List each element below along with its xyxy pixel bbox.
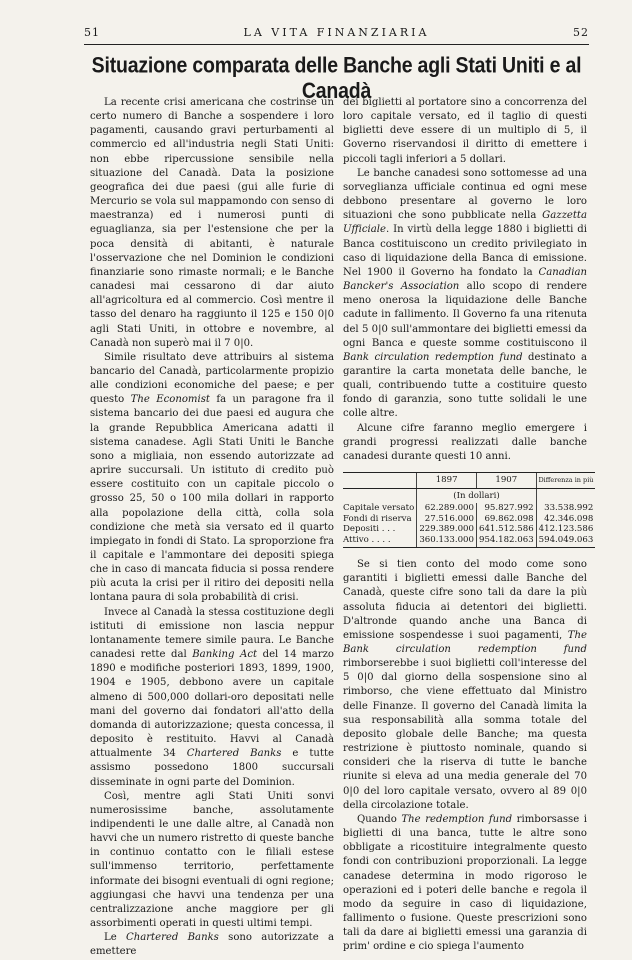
table-row: Capitale versato 62.289.000 95.827.992 33.538.992 — [343, 503, 594, 514]
running-header — [84, 26, 589, 42]
paragraph: Le Chartered Banks sono autorizzate a emettere — [90, 932, 334, 958]
paragraph: Simile risultato deve attribuirs al sistema bancario del Canadà, particolarmente propizio alle condizioni economiche del paese; e per questo The Economist fa un paragone fra il sistema bancario dei due paesi ed augura che la grande Repubblica Americana adatti il sistema canadese. Agli Stati Uniti le Banche sono a migliaia, non essendo autorizzate ad aprire succursali. Un istituto di credito può essere costituito con un capitale piccolo o grosso 25, 50 o 100 mila dollari in rapporto alla popolazione della città, colla sola condizione che metà sia versato ed il quarto impiegato in fondi di Stato. La sproporzione fra il capitale e l'ammontare dei depositi spiega che in caso di mancata fiducia si possa rendere più acuta la crisi per il ritiro dei depositi nella lontana paura di sola probabilità di crisi. — [90, 351, 334, 604]
article-title: Situazione comparata delle Banche agli Stati Uniti e al Canadà — [91, 53, 582, 104]
header-difference: Differenza in più — [536, 473, 595, 489]
paragraph: Alcune cifre faranno meglio emergere i grandi progressi realizzati dalle banche canadesi durante questi 10 anni. — [343, 422, 587, 462]
table-row: Fondi di riserva 27.516.000 69.862.098 42.346.098 — [343, 513, 594, 524]
paragraph: Invece al Canadà la stessa costituzione degli istituti di emissione non lascia neppur lontanamente temere simile paura. Le Banche canadesi rette dal Banking Act del 14 marzo 1890 e modifiche posteriori 1893, 1899, 1900, 1904 e 1905, debbono avere un capitale almeno di 500,000 dollari-oro depositati nelle mani del governo dai fondatori all'atto della domanda di autorizzazione; questa concessa, il deposito è restituito. Havvi al Canadà attualmente 34 Chartered Banks e tutte assismo possedono 1800 succursali disseminate in ogni parte del Dominion. — [90, 606, 335, 788]
running-title: LA VITA FINANZIARIA — [243, 26, 430, 39]
paragraph: Quando The redemption fund rimborsasse i biglietti di una banca, tutte le altre sono obbligate a ricostituire integralmente questo fondi con contribuzioni proporzionali. La legge canadese determina in modo rigoroso le operazioni ed i poteri delle banche e regola il modo da seguire in caso di liquidazione, fallimento o fusione. Queste prescrizioni sono tali da dare ai biglietti emessi una garanzia di prim' ordine e cio spiega l'aumento — [343, 813, 588, 953]
header-1897: 1897 — [417, 473, 477, 489]
left-column — [90, 96, 334, 960]
table-row: Depositi . . . 229.389.000 641.512.586 412.123.586 — [343, 524, 594, 535]
statistics-table — [343, 472, 595, 548]
page-number-left: 51 — [84, 26, 100, 39]
header-1907: 1907 — [476, 473, 536, 489]
page-number-right: 52 — [573, 26, 589, 39]
paragraph: Se si tien conto del modo come sono garantiti i biglietti emessi dalle Banche del Canadà, queste cifre sono tali da dare la più assoluta fiducia ai detentori dei biglietti. D'altronde quando anche una Banca di emissione sospendesse i suoi pagamenti, The Bank circulation redemption fund rimborserebbe i suoi biglietti coll'interesse del 5 0|0 dal giorno della sospensione sino al rimborso, che viene effettuato dal Ministro delle Finanze. Il governo del Canadà limita la sua responsabilità alla somma totale del deposito globale delle Banche; ma questa restrizione è piuttosto nominale, quando si consideri che la riserva di tutte le banche riunite si eleva ad una media generale del 70 0|0 del loro capitale versato, ovvero al 89 0|0 della circolazione totale. — [343, 559, 587, 811]
paragraph: Così, mentre agli Stati Uniti sonvi numerosissime banche, assolutamente indipendenti le une dalle altre, al Canadà non havvi che un numero ristretto di queste banche in continuo contatto con le filiali estese sull'immenso territorio, perfettamente informate dei bisogni eventuali di ogni regione; aggiungasi che havvi una tendenza per una centralizzazione anche maggiore per gli assorbimenti operati in questi ultimi tempi. — [90, 790, 334, 930]
paragraph: dei biglietti al portatore sino a concorrenza del loro capitale versato, ed il taglio di questi biglietti deve essere di un multiplo di 5, il Governo riservandosi il diritto di emettere i piccoli tagli inferiori a 5 dollari. — [343, 97, 587, 165]
header-rule — [84, 44, 589, 45]
unit-label: (In dollari) — [417, 488, 536, 503]
table-row: Attivo . . . . 360.133.000 954.182.063 594.049.063 — [343, 535, 595, 548]
right-column — [343, 96, 594, 954]
paragraph: Le banche canadesi sono sottomesse ad una sorveglianza ufficiale continua ed ogni mese debbono presentare al governo le loro situazioni che sono pubblicate nella Gazzetta Ufficiale. In virtù della legge 1880 i biglietti di Banca costituiscono un credito privilegiato in caso di liquidazione della Banca di emissione. Nel 1900 il Governo ha fondato la Canadian Bancker's Association allo scopo di rendere meno onerosa la liquidazione delle Banche cadute in fallimento. Il Governo fa una ritenuta del 5 0|0 sull'ammontare dei biglietti emessi da ogni Banca e queste somme costituiscono il Bank circulation redemption fund destinato a garantire la carta monetata delle banche, le quali, contribuendo tutte a costituire questo fondo di garanzia, sono tutte solidali le une colle altre. — [343, 167, 587, 420]
paragraph: La recente crisi americana che costrinse un certo numero di Banche a sospendere i loro pagamenti, causando gravi perturbamenti al commercio ed all'industria negli Stati Uniti: non ebbe ripercussione sensibile nella situazione del Canadà. Data la posizione geografica dei due paesi (gui alle furie di Mercurio se vola sul mappamondo con senso di maestranza) ed i numerosi punti di eguaglianza, sia per l'estensione che per la poca densità di abitanti, è naturale l'osservazione che nel Dominion le condizioni finanziarie sono rimaste normali; e le Banche canadesi mai cessarono di dar aiuto all'agricoltura ed al commercio. Così mentre il tasso del denaro ha raggiunto il 125 e 150 0|0 agli Stati Uniti, in ottobre e novembre, al Canadà non superò mai il 7 0|0. — [90, 97, 334, 349]
